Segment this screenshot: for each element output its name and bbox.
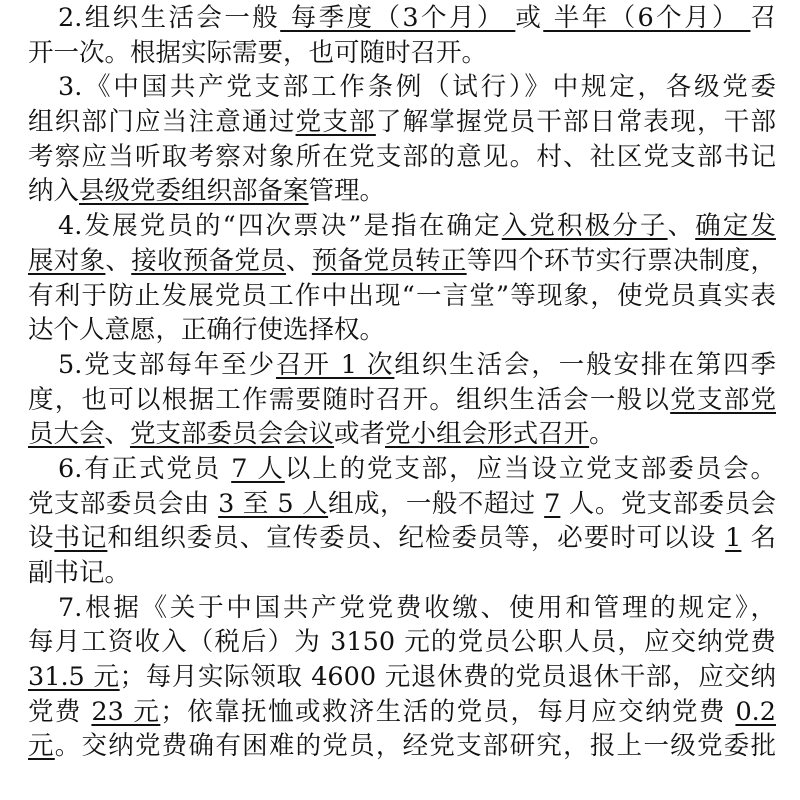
- underlined-answer: 党支部党: [670, 384, 776, 415]
- text-line: [28, 417, 776, 452]
- text-segment: 考察应当听取考察对象所在党支部的意见。村、社区党支部书记: [28, 141, 776, 172]
- text-segment: 、: [286, 245, 312, 276]
- text-segment: 副书记。: [28, 558, 131, 588]
- text-segment: 以上的党支部，应当设立党支部委员会。: [284, 453, 776, 484]
- text-line: [28, 140, 776, 175]
- text-segment: 人。党支部委员会: [560, 488, 777, 519]
- underlined-answer: 确定发: [695, 211, 776, 242]
- text-line: [28, 660, 776, 695]
- text-line: [28, 729, 776, 764]
- underlined-answer: 7 人: [231, 453, 285, 484]
- text-segment: 党支部委员会由: [28, 488, 219, 519]
- text-line: [28, 209, 776, 244]
- text-line: [28, 174, 776, 209]
- text-line: [28, 452, 776, 487]
- underlined-answer: 预备党员转正: [311, 245, 467, 276]
- text-line: [28, 1, 776, 36]
- text-segment: 、: [104, 419, 131, 450]
- text-segment: 有利于防止发展党员工作中出现“一言堂”等现象，使党员真实表: [28, 280, 776, 311]
- text-segment: 组织生活会，一般安排在第四季: [394, 349, 776, 380]
- text-line: [28, 521, 776, 556]
- text-segment: 4.发展党员的“四次票决”是指在确定: [58, 211, 502, 242]
- underlined-answer: 0.2: [735, 696, 776, 727]
- underlined-answer: 书记: [54, 523, 108, 554]
- underlined-answer: 党支部: [295, 107, 376, 138]
- text-segment: 、: [667, 211, 696, 242]
- underlined-answer: 1: [725, 523, 742, 554]
- text-segment: 名: [741, 523, 776, 554]
- text-segment: 等四个环节实行票决制度，: [466, 245, 776, 276]
- text-line: [28, 591, 776, 626]
- text-segment: 纳入: [28, 176, 80, 207]
- underlined-answer: 半年（6个月）: [543, 3, 751, 33]
- text-line: [28, 695, 776, 730]
- text-segment: 了解掌握党员干部日常表现，干部: [375, 107, 776, 138]
- text-line: [28, 556, 776, 591]
- text-segment: 度，也可以根据工作需要随时召开。组织生活会一般以: [28, 384, 671, 415]
- underlined-answer: 23 元: [91, 696, 161, 727]
- text-segment: 7.根据《关于中国共产党党费收缴、使用和管理的规定》，: [58, 592, 776, 623]
- text-segment: 。交纳党费确有困难的党员，经党支部研究，报上一级党委批: [54, 731, 776, 762]
- text-segment: 、: [105, 245, 132, 276]
- text-line: [28, 625, 776, 660]
- text-segment: 达个人意愿，正确行使选择权。: [28, 315, 386, 346]
- text-segment: 召: [750, 3, 776, 33]
- text-segment: 组成，一般不超过: [328, 488, 545, 519]
- text-segment: ；每月实际领取 4600 元退休费的党员退休干部，应交纳: [119, 662, 776, 693]
- text-line: [28, 383, 776, 418]
- underlined-answer: 3 至 5 人: [218, 488, 329, 519]
- underlined-answer: 县级党委组织部备案: [79, 176, 309, 207]
- underlined-answer: 接收预备党员: [131, 245, 287, 276]
- text-segment: 组织部门应当注意通过: [28, 107, 296, 138]
- text-line: [28, 105, 776, 140]
- text-segment: 或者: [334, 419, 386, 450]
- text-segment: 2.组织生活会一般: [58, 3, 281, 33]
- underlined-answer: 员大会: [28, 419, 105, 450]
- underlined-answer: 入党积极分子: [501, 211, 668, 242]
- text-segment: 6.有正式党员: [58, 453, 232, 484]
- text-segment: 党费: [28, 696, 92, 727]
- underlined-answer: 党小组会形式召开: [385, 419, 590, 450]
- text-segment: 和组织委员、宣传委员、纪检委员等，必要时可以设: [107, 523, 726, 554]
- text-line: [28, 487, 776, 522]
- text-segment: 5.党支部每年至少: [58, 349, 276, 380]
- underlined-answer: 展对象: [28, 245, 106, 276]
- document-body: [28, 1, 776, 764]
- text-segment: 3.《中国共产党支部工作条例（试行）》中规定，各级党委: [58, 72, 776, 103]
- underlined-answer: 元: [28, 731, 55, 762]
- underlined-answer: 党支部委员会会议: [130, 419, 335, 450]
- text-segment: ；依靠抚恤或救济生活的党员，每月应交纳党费: [160, 696, 736, 727]
- text-segment: 开一次。根据实际需要，也可随时召开。: [28, 37, 488, 68]
- text-line: [28, 313, 776, 348]
- text-segment: 设: [28, 523, 55, 554]
- underlined-answer: 7: [544, 488, 561, 519]
- underlined-answer: 每季度（3个月）: [280, 3, 516, 33]
- text-segment: 每月工资收入（税后）为 3150 元的党员公职人员，应交纳党费: [28, 627, 776, 658]
- text-line: [28, 348, 776, 383]
- text-line: [28, 36, 776, 71]
- text-line: [28, 279, 776, 314]
- text-line: [28, 244, 776, 279]
- text-segment: 管理。: [308, 176, 386, 207]
- text-line: [28, 70, 776, 105]
- text-segment: 。: [589, 419, 615, 450]
- underlined-answer: 31.5 元: [28, 662, 120, 693]
- text-segment: 或: [515, 3, 544, 33]
- underlined-answer: 召开 1 次: [275, 349, 395, 380]
